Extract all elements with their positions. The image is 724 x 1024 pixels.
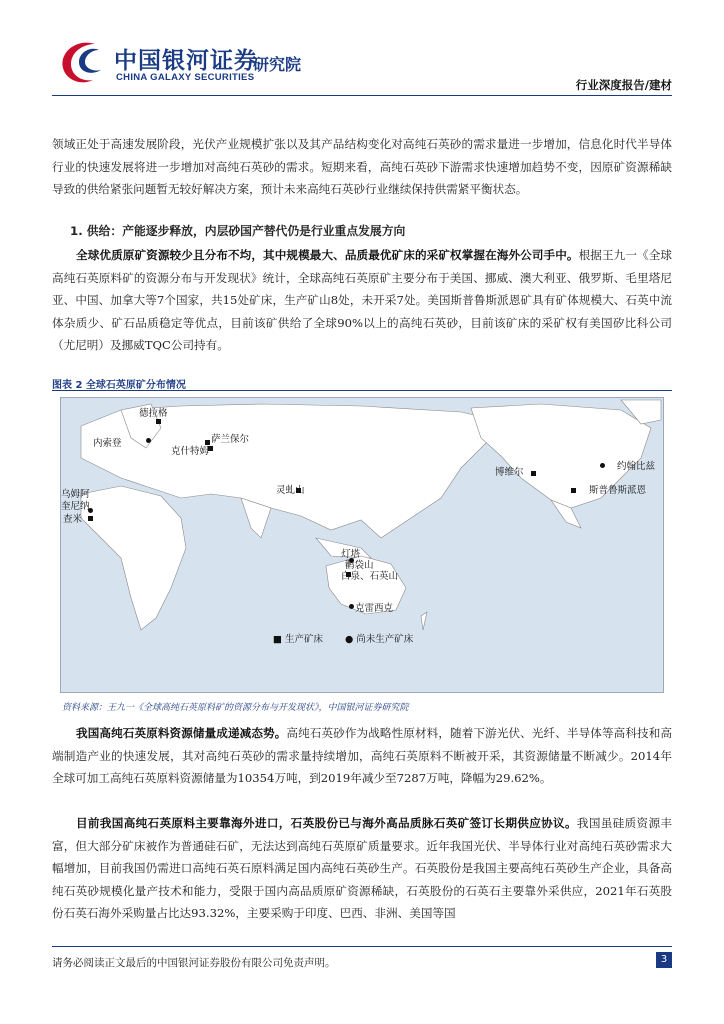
site-label-salpol: 萨兰保尔 bbox=[211, 434, 250, 445]
paragraph-imports bbox=[52, 812, 672, 925]
site-label-kelei: 克雷西克 bbox=[355, 603, 394, 614]
site-marker-yuehan bbox=[600, 463, 605, 468]
site-label-jiani: 奎尼纳 bbox=[61, 501, 90, 512]
figure-rule bbox=[52, 390, 672, 391]
site-label-spruce: 斯普鲁斯派恩 bbox=[589, 485, 647, 496]
site-marker-spruce bbox=[571, 488, 576, 493]
paragraph-body: 高纯石英砂作为战略性原材料，随着下游光伏、光纤、半导体等高科技和高端制造产业的快速发展，其对高纯石英砂的需求量持续增加，高纯石英原料不断被开采，其资源储量不断减少。2014年全球可加工高纯石英原料资源储量为10354万吨，到2019年减少至7287万吨，降幅为29.62%。 bbox=[52, 726, 672, 785]
site-marker-salpol bbox=[205, 440, 210, 445]
galaxy-logo-icon bbox=[55, 38, 107, 86]
site-marker-kelei bbox=[349, 604, 354, 609]
site-label-drag: 德拉格 bbox=[139, 408, 168, 419]
site-label-bowei: 博维尔 bbox=[495, 467, 524, 478]
site-marker-chami bbox=[88, 516, 93, 521]
world-map-graphic bbox=[61, 398, 663, 692]
paragraph-domestic-reserves bbox=[52, 722, 672, 790]
site-label-wumu: 乌姆阿 bbox=[61, 489, 90, 500]
section-heading-supply: 1. 供给：产能逐步释放，内层砂国产替代仍是行业重点发展方向 bbox=[70, 224, 406, 238]
world-map bbox=[60, 397, 664, 693]
site-label-chami: 查米 bbox=[63, 514, 83, 525]
paragraph-intro: 领域正处于高速发展阶段，光伏产业规模扩张以及其产品结构变化对高纯石英砂的需求量进一步增加，信息化时代半导体行业的快速发展将进一步增加对高纯石英砂的需求。短期来看，高纯石英砂下游需求快速增加趋势不变，因原矿资源稀缺导致的供给紧张问题暂无较好解决方案，预计未来高纯石英砂行业继续保持供需紧平衡状态。 bbox=[52, 137, 672, 196]
site-label-kuntu: 克什特姆 bbox=[171, 446, 210, 457]
site-label-lingqiu: 灵虬山 bbox=[276, 485, 305, 496]
site-label-nedden: 内索登 bbox=[93, 438, 122, 449]
footer-disclaimer: 请务必阅读正文最后的中国银河证券股份有限公司免责声明。 bbox=[52, 957, 336, 969]
paragraph-body: 我国虽硅质资源丰富，但大部分矿床被作为普通硅石矿，无法达到高纯石英原矿质量要求。近年我国光伏、半导体行业对高纯石英砂需求大幅增加，目前我国仍需进口高纯石英石原料满足国内高纯石英砂生产。石英股份是我国主要高纯石英砂生产企业，具备高纯石英砂规模化量产技术和能力，受限于国内高品质原矿资源稀缺，石英股份的石英石主要靠外采供应，2021年石英股份石英石海外采购量占比达93.32%，主要采购于印度、巴西、非洲、美国等国 bbox=[52, 816, 672, 920]
header-rule bbox=[52, 95, 672, 96]
brand-name-cn: 中国银河证券 bbox=[114, 48, 258, 74]
figure-caption: 图表 2 全球石英原矿分布情况 bbox=[52, 380, 186, 391]
legend-producing: ■ 生产矿床 bbox=[273, 634, 323, 645]
site-label-yuehan: 约翰比兹 bbox=[617, 461, 656, 472]
site-label-baiquan: 白泉、石英山 bbox=[341, 571, 399, 582]
site-marker-bowei bbox=[531, 471, 536, 476]
paragraph-body: 根据王九一《全球高纯石英原料矿的资源分布与开发现状》统计，全球高纯石英原矿主要分布于美国、挪威、澳大利亚、俄罗斯、毛里塔尼亚、中国、加拿大等7个国家，共15处矿床，生产矿山8处，未开采7处。美国斯普鲁斯派恩矿具有矿体规模大、石英中流体杂质少、矿石品质稳定等优点，目前该矿供给了全球90%以上的高纯石英砂，目前该矿床的采矿权有美国矽比科公司（尤尼明）及挪威TQC公司持有。 bbox=[52, 248, 672, 352]
legend-undeveloped: ● 尚未生产矿床 bbox=[345, 634, 414, 645]
brand-institute: 研究院 bbox=[253, 55, 302, 74]
paragraph-global-resources bbox=[52, 244, 672, 357]
site-marker-nedden bbox=[146, 438, 151, 443]
paragraph-lead: 目前我国高纯石英原料主要靠海外进口，石英股份已与海外高品质脉石英矿签订长期供应协议。 bbox=[76, 816, 577, 830]
figure-source: 资料来源：王九一《全球高纯石英原料矿的资源分布与开发现状》，中国银河证券研究院 bbox=[62, 703, 409, 713]
report-type: 行业深度报告/建材 bbox=[575, 78, 672, 92]
site-label-gongdai: 鹳袋山 bbox=[345, 560, 374, 571]
footer-rule bbox=[52, 946, 672, 947]
site-label-dengta: 灯塔 bbox=[341, 549, 361, 560]
paragraph-lead: 全球优质原矿资源较少且分布不均，其中规模最大、品质最优矿床的采矿权掌握在海外公司手中。 bbox=[76, 248, 579, 262]
page-number: 3 bbox=[656, 952, 672, 968]
site-marker-drag bbox=[156, 419, 161, 424]
brand-name-en: CHINA GALAXY SECURITIES bbox=[116, 72, 255, 83]
paragraph-lead: 我国高纯石英原料资源储量成递减态势。 bbox=[76, 726, 287, 740]
